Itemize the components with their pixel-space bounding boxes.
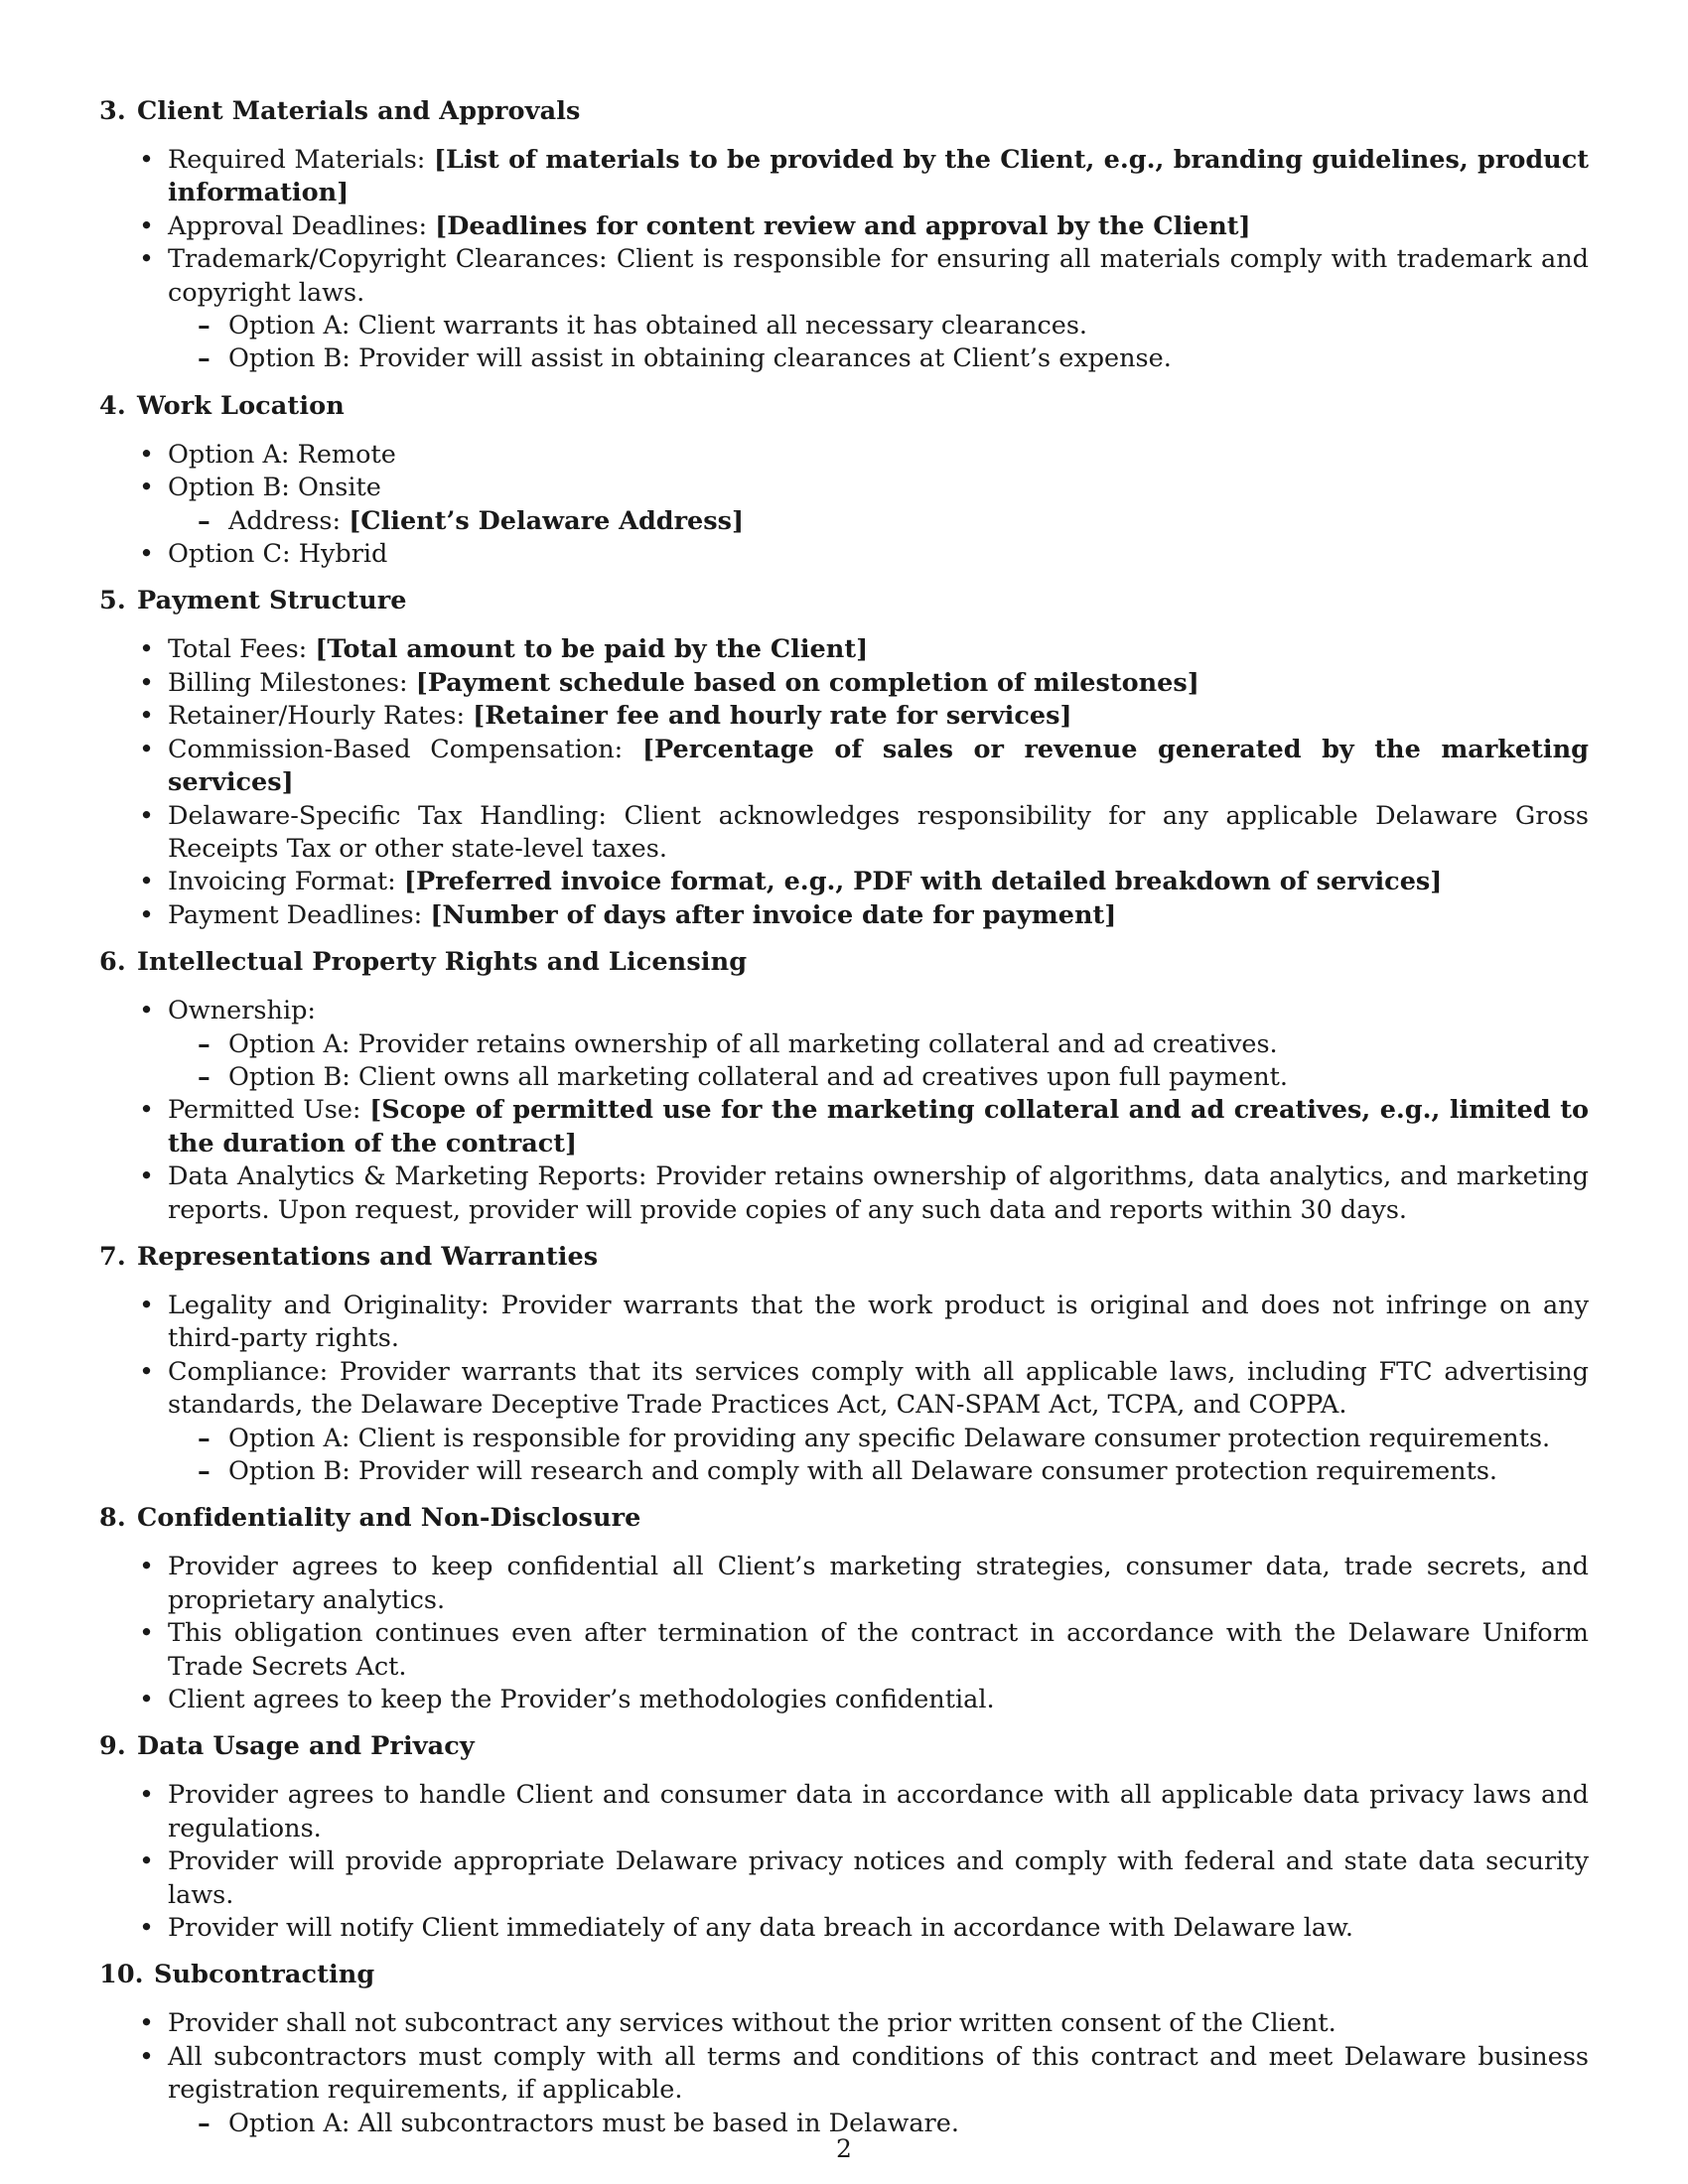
- item-label: Legality and Originality: Provider warrants that the work product is original and does not infringe on any third-party rights.: [168, 1290, 1589, 1354]
- list-item: [99, 1684, 1589, 1716]
- section-9: [99, 1730, 1589, 1945]
- item-label: Provider agrees to handle Client and consumer data in accordance with all applicable data privacy laws and regulations.: [168, 1780, 1589, 1843]
- sub-list-item: [99, 1423, 1589, 1455]
- item-placeholder: [Total amount to be paid by the Client]: [315, 634, 869, 665]
- item-label: Delaware-Specific Tax Handling: Client acknowledges responsibility for any applicable Delaware Gross Receipts Tax or other state-level taxes.: [168, 800, 1589, 864]
- list-item: [99, 899, 1589, 932]
- item-label: Provider will notify Client immediately of any data breach in accordance with Delaware law.: [168, 1913, 1353, 1944]
- item-placeholder: [Number of days after invoice date for payment]: [430, 899, 1117, 930]
- item-label: Ownership:: [168, 996, 317, 1026]
- item-label: Option B: Onsite: [168, 473, 381, 503]
- section-title: Client Materials and Approvals: [137, 96, 581, 126]
- document-page: [99, 95, 1589, 2154]
- section-5: [99, 585, 1589, 932]
- item-label: Billing Milestones:: [168, 667, 416, 698]
- item-placeholder: [Deadlines for content review and approval by the Client]: [435, 210, 1251, 241]
- item-label: Permitted Use:: [168, 1095, 370, 1126]
- section-7: [99, 1241, 1589, 1488]
- item-placeholder: [List of materials to be provided by the Client, e.g., branding guidelines, product information]: [168, 145, 1589, 208]
- list-item: [99, 1160, 1589, 1227]
- sub-item-text: Option B: Provider will assist in obtaining clearances at Client’s expense.: [228, 343, 1172, 374]
- section-heading: [99, 95, 1589, 128]
- list-item: [99, 1356, 1589, 1423]
- item-placeholder: [Client’s Delaware Address]: [349, 505, 745, 536]
- list-item: [99, 866, 1589, 898]
- list-item: [99, 1779, 1589, 1845]
- bullet-list: [99, 1290, 1589, 1488]
- item-label: Trademark/Copyright Clearances: Client is responsible for ensuring all materials comply with trademark and copyright laws.: [168, 244, 1589, 308]
- list-item: [99, 700, 1589, 733]
- item-placeholder: [Preferred invoice format, e.g., PDF with detailed breakdown of services]: [403, 867, 1443, 897]
- section-title: Confidentiality and Non-Disclosure: [137, 1503, 641, 1534]
- item-label: Payment Deadlines:: [168, 899, 431, 930]
- section-4: [99, 390, 1589, 572]
- item-label: Provider shall not subcontract any services without the prior written consent of the Client.: [168, 2008, 1336, 2039]
- item-label: Compliance: Provider warrants that its services comply with all applicable laws, including FTC advertising standards, the Delaware Deceptive Trade Practices Act, CAN-SPAM Act, TCPA, and COPPA.: [168, 1356, 1589, 1421]
- item-label: Approval Deadlines:: [168, 210, 436, 241]
- list-item: [99, 210, 1589, 243]
- section-title: Subcontracting: [154, 1960, 375, 1990]
- section-number: 7.: [99, 1241, 126, 1272]
- sub-list-item: [99, 342, 1589, 375]
- list-item: [99, 734, 1589, 800]
- section-6: [99, 946, 1589, 1227]
- item-label: Total Fees:: [168, 634, 316, 665]
- section-10: [99, 1959, 1589, 2140]
- list-item: [99, 2041, 1589, 2108]
- list-item: [99, 1617, 1589, 1684]
- section-number: 4.: [99, 390, 126, 421]
- sub-item-text: Option A: Client is responsible for providing any specific Delaware consumer protection requirements.: [228, 1423, 1551, 1453]
- item-label: Invoicing Format:: [168, 867, 404, 897]
- list-item: [99, 243, 1589, 310]
- section-heading: [99, 1241, 1589, 1274]
- section-3: [99, 95, 1589, 376]
- item-label: Option A: Remote: [168, 439, 396, 470]
- item-label: Data Analytics & Marketing Reports: Provider retains ownership of algorithms, data analytics, and marketing reports. Upon request, provider will provide copies of any such data and reports within 30 days.: [168, 1161, 1589, 1225]
- section-number: 10.: [99, 1960, 144, 1990]
- item-label: Required Materials:: [168, 145, 434, 175]
- item-label: Retainer/Hourly Rates:: [168, 701, 474, 732]
- section-title: Payment Structure: [137, 586, 407, 616]
- section-heading: [99, 585, 1589, 617]
- section-heading: [99, 946, 1589, 979]
- list-item: [99, 472, 1589, 504]
- page-number: 2: [836, 2134, 852, 2163]
- bullet-list: [99, 1779, 1589, 1945]
- item-placeholder: [Percentage of sales or revenue generated by the marketing services]: [168, 734, 1589, 798]
- list-item: [99, 1094, 1589, 1160]
- section-number: 8.: [99, 1503, 126, 1534]
- sub-list-item: [99, 1455, 1589, 1488]
- item-label: All subcontractors must comply with all terms and conditions of this contract and meet Delaware business registration requirements, if applicable.: [168, 2041, 1589, 2106]
- item-placeholder: [Payment schedule based on completion of milestones]: [415, 667, 1199, 698]
- sub-item-text: Address:: [228, 505, 350, 536]
- bullet-list: [99, 144, 1589, 376]
- sub-item-text: Option A: Provider retains ownership of all marketing collateral and ad creatives.: [228, 1028, 1278, 1059]
- item-label: Option C: Hybrid: [168, 539, 388, 570]
- list-item: [99, 1912, 1589, 1945]
- bullet-list: [99, 633, 1589, 932]
- list-item: [99, 1845, 1589, 1912]
- section-number: 5.: [99, 586, 126, 616]
- item-placeholder: [Retainer fee and hourly rate for services]: [473, 701, 1072, 732]
- bullet-list: [99, 995, 1589, 1227]
- item-placeholder: [Scope of permitted use for the marketing collateral and ad creatives, e.g., limited to the duration of the contract]: [168, 1095, 1589, 1159]
- list-item: [99, 538, 1589, 571]
- sub-list-item: [99, 310, 1589, 342]
- section-heading: [99, 1959, 1589, 1991]
- section-number: 6.: [99, 947, 126, 978]
- section-number: 3.: [99, 96, 126, 126]
- list-item: [99, 1290, 1589, 1356]
- list-item: [99, 800, 1589, 867]
- list-item: [99, 1551, 1589, 1617]
- sub-item-text: Option A: All subcontractors must be based in Delaware.: [228, 2108, 959, 2138]
- item-label: Provider will provide appropriate Delaware privacy notices and comply with federal and state data security laws.: [168, 1846, 1589, 1910]
- section-8: [99, 1502, 1589, 1716]
- section-heading: [99, 390, 1589, 423]
- list-item: [99, 439, 1589, 472]
- sub-item-text: Option B: Provider will research and comply with all Delaware consumer protection requirements.: [228, 1456, 1498, 1486]
- sub-item-text: Option A: Client warrants it has obtained all necessary clearances.: [228, 311, 1088, 341]
- list-item: [99, 144, 1589, 210]
- sub-item-text: Option B: Client owns all marketing collateral and ad creatives upon full payment.: [228, 1061, 1288, 1092]
- bullet-list: [99, 2007, 1589, 2140]
- section-title: Representations and Warranties: [137, 1241, 599, 1272]
- section-title: Work Location: [137, 390, 345, 421]
- item-label: Commission-Based Compensation:: [168, 734, 642, 764]
- section-heading: [99, 1730, 1589, 1763]
- section-title: Intellectual Property Rights and Licensing: [137, 947, 748, 978]
- section-number: 9.: [99, 1731, 126, 1762]
- item-label: Provider agrees to keep confidential all Client’s marketing strategies, consumer data, trade secrets, and proprietary analytics.: [168, 1552, 1589, 1615]
- item-label: This obligation continues even after termination of the contract in accordance with the Delaware Uniform Trade Secrets Act.: [168, 1618, 1589, 1682]
- sub-list-item: [99, 505, 1589, 538]
- bullet-list: [99, 1551, 1589, 1716]
- item-label: Client agrees to keep the Provider’s methodologies confidential.: [168, 1685, 995, 1715]
- section-title: Data Usage and Privacy: [137, 1731, 475, 1762]
- list-item: [99, 667, 1589, 700]
- list-item: [99, 995, 1589, 1027]
- sub-list-item: [99, 1028, 1589, 1061]
- bullet-list: [99, 439, 1589, 572]
- list-item: [99, 633, 1589, 666]
- sub-list-item: [99, 1061, 1589, 1094]
- list-item: [99, 2007, 1589, 2040]
- section-heading: [99, 1502, 1589, 1535]
